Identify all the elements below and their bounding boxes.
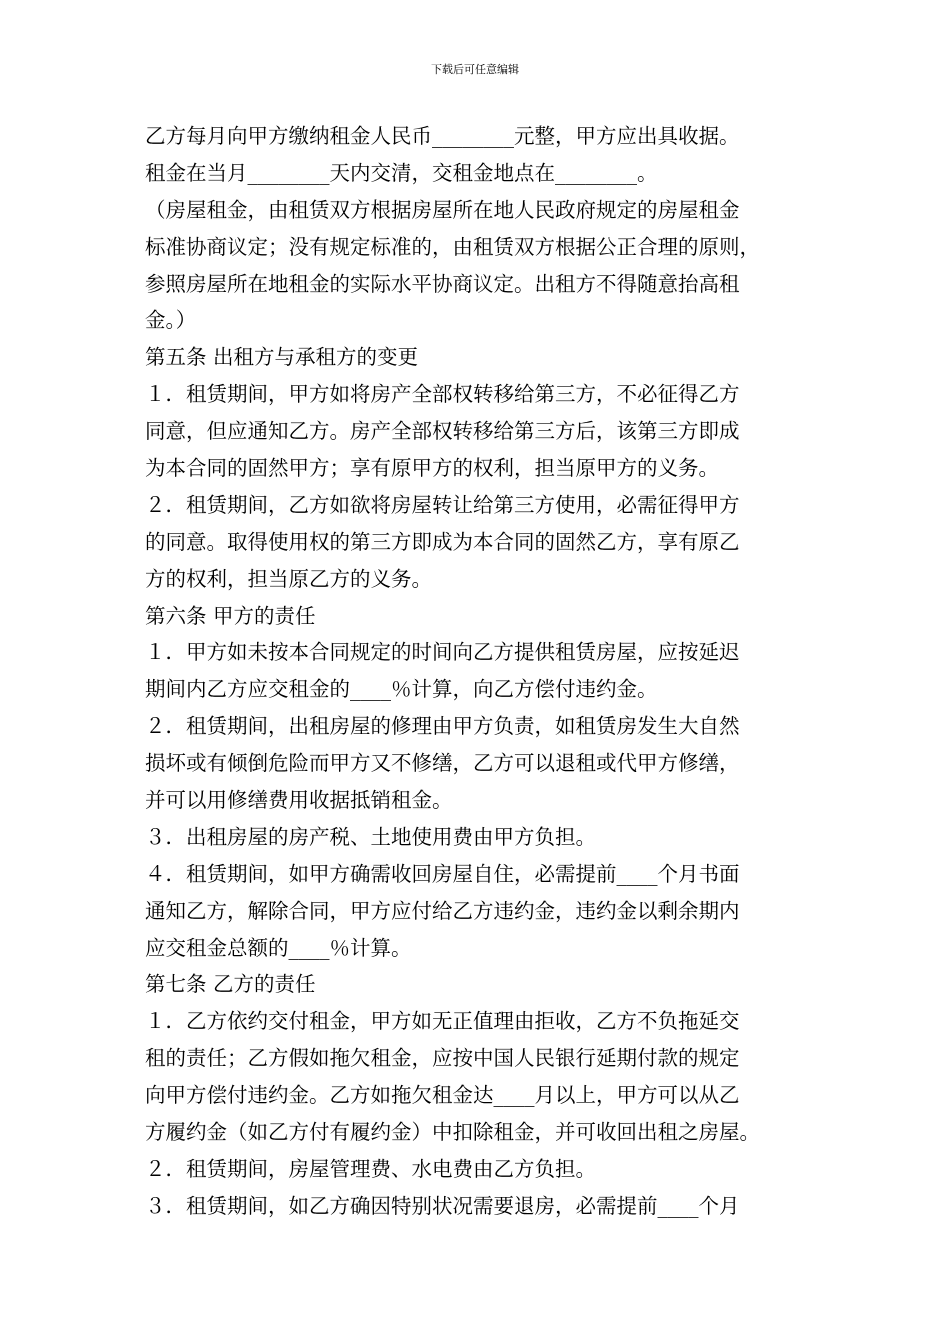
text-line: １．乙方依约交付租金，甲方如无正值理由拒收，乙方不负拖延交: [145, 1009, 740, 1034]
text-line: １．租赁期间，甲方如将房产全部权转移给第三方，不必征得乙方: [145, 382, 740, 407]
text-line: 向甲方偿付违约金。乙方如拖欠租金达____月以上，甲方可以从乙: [145, 1083, 740, 1108]
section-heading: 第七条 乙方的责任: [145, 972, 316, 997]
text-line: １．甲方如未按本合同规定的时间向乙方提供租赁房屋，应按延迟: [145, 640, 740, 665]
text-line: 参照房屋所在地租金的实际水平协商议定。出租方不得随意抬高租: [145, 271, 740, 296]
text-line: 乙方每月向甲方缴纳租金人民币________元整，甲方应出具收据。: [145, 124, 740, 148]
text-line: 期间内乙方应交租金的____％计算，向乙方偿付违约金。: [145, 677, 658, 702]
text-line: 租的责任；乙方假如拖欠租金，应按中国人民银行延期付款的规定: [145, 1046, 740, 1071]
page-header: 下载后可任意编辑: [431, 63, 519, 76]
text-line: ３．出租房屋的房产税、土地使用费由甲方负担。: [145, 824, 596, 849]
text-line: ４．租赁期间，如甲方确需收回房屋自住，必需提前____个月书面: [145, 861, 740, 886]
text-line: 为本合同的固然甲方；享有原甲方的权利，担当原甲方的义务。: [145, 456, 719, 481]
text-line: ３．租赁期间，如乙方确因特别状况需要退房，必需提前____个月: [145, 1193, 740, 1218]
section-heading: 第六条 甲方的责任: [145, 603, 316, 628]
text-line: （房屋租金，由租赁双方根据房屋所在地人民政府规定的房屋租金: [145, 197, 740, 222]
contract-body: [145, 118, 825, 1225]
text-line: 通知乙方，解除合同，甲方应付给乙方违约金，违约金以剩余期内: [145, 898, 740, 923]
text-line: 方的权利，担当原乙方的义务。: [145, 566, 432, 591]
text-line: 金。）: [145, 308, 197, 333]
text-line: ２．租赁期间，房屋管理费、水电费由乙方负担。: [145, 1156, 596, 1181]
text-line: 并可以用修缮费用收据抵销租金。: [145, 788, 453, 813]
text-line: ２．租赁期间，出租房屋的修理由甲方负责，如租赁房发生大自然: [145, 714, 740, 739]
text-line: 损坏或有倾倒危险而甲方又不修缮，乙方可以退租或代甲方修缮，: [145, 751, 740, 776]
text-line: 同意，但应通知乙方。房产全部权转移给第三方后，该第三方即成: [145, 419, 740, 444]
text-line: ２．租赁期间，乙方如欲将房屋转让给第三方使用，必需征得甲方: [145, 492, 740, 517]
text-line: 租金在当月________天内交清，交租金地点在________。: [145, 160, 658, 185]
text-line: 的同意。取得使用权的第三方即成为本合同的固然乙方，享有原乙: [145, 529, 740, 554]
text-line: 标准协商议定；没有规定标准的，由租赁双方根据公正合理的原则，: [145, 234, 760, 259]
section-heading: 第五条 出租方与承租方的变更: [145, 345, 419, 370]
text-line: 应交租金总额的____％计算。: [145, 935, 412, 960]
text-line: 方履约金（如乙方付有履约金）中扣除租金，并可收回出租之房屋。: [145, 1120, 760, 1145]
